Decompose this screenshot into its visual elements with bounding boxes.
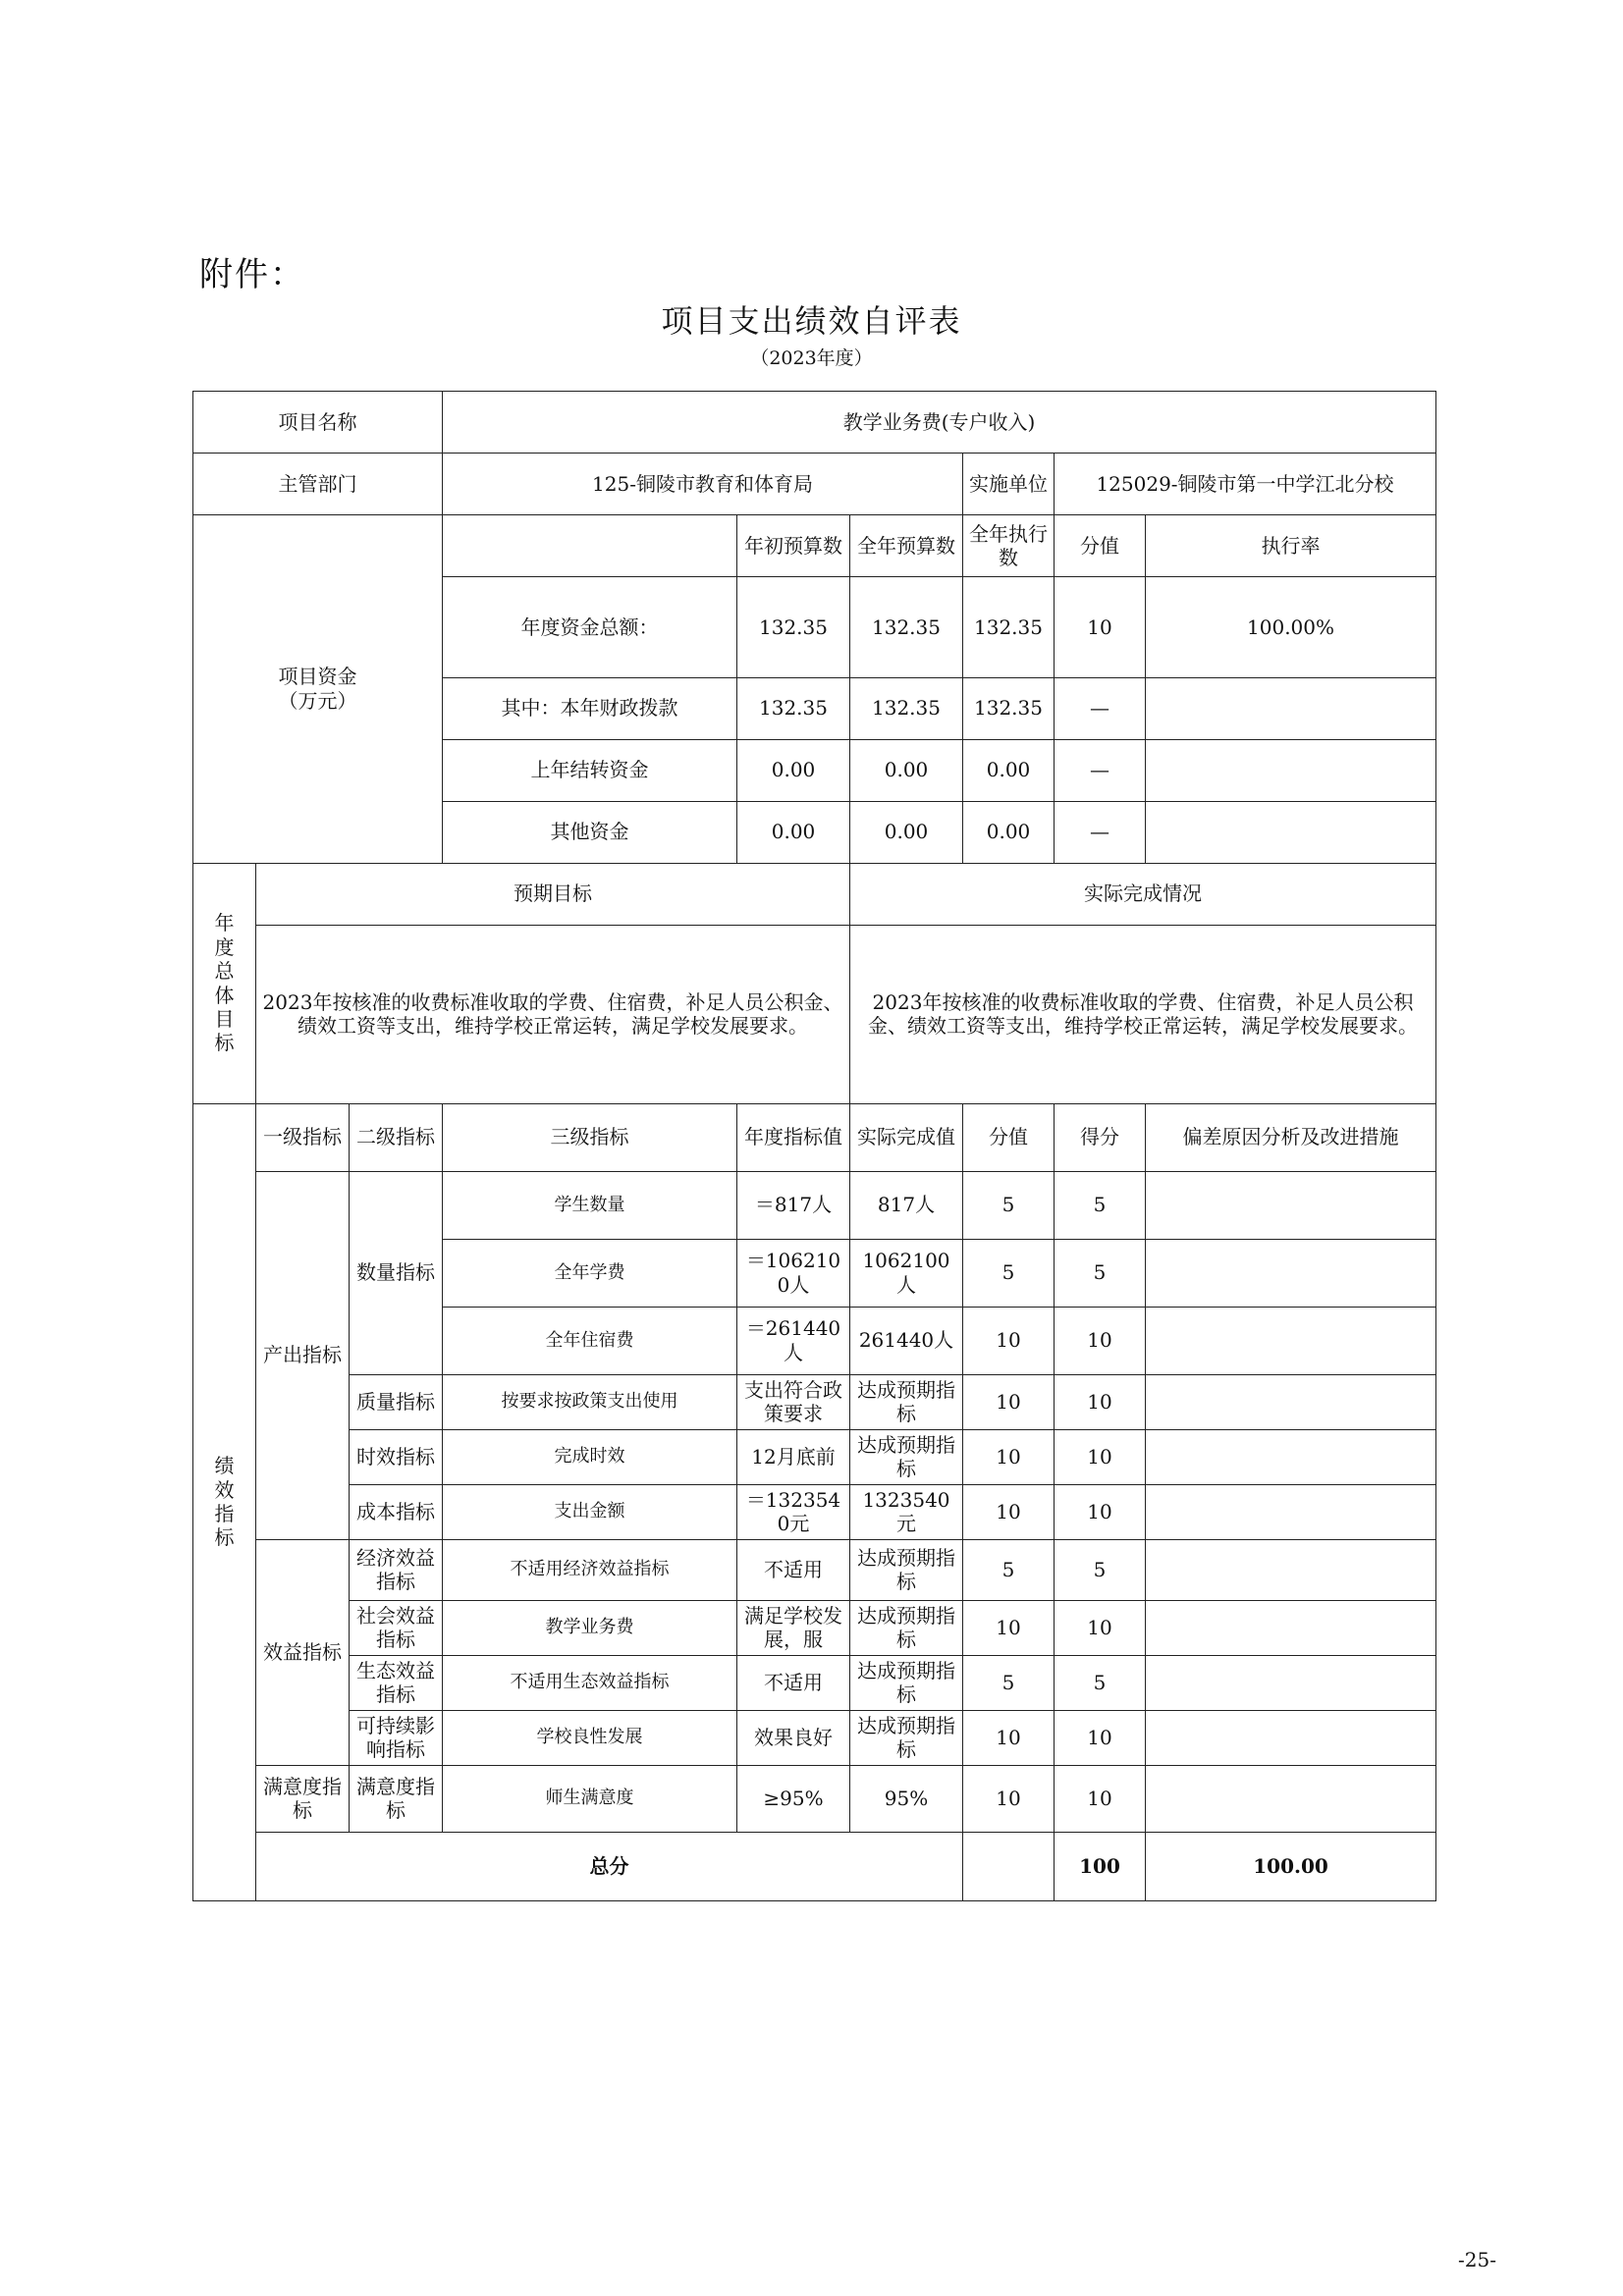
- indicator-target: 不适用: [737, 1655, 850, 1710]
- indicator-score: 5: [963, 1239, 1055, 1307]
- indicator-actual: 达成预期指标: [850, 1655, 963, 1710]
- level2-social: 社会效益指标: [350, 1600, 443, 1655]
- funds-row-v3: 0.00: [963, 739, 1055, 801]
- indicator-note: [1146, 1539, 1436, 1600]
- dept-value: 125-铜陵市教育和体育局: [443, 454, 963, 515]
- level2-timeliness: 时效指标: [350, 1429, 443, 1484]
- indicator-got: 5: [1055, 1239, 1146, 1307]
- indicator-actual: 261440人: [850, 1307, 963, 1374]
- indicator-note: [1146, 1374, 1436, 1429]
- indicator-score: 5: [963, 1539, 1055, 1600]
- indicator-got: 10: [1055, 1374, 1146, 1429]
- indicator-target: ＝1323540元: [737, 1484, 850, 1539]
- funds-row-v3: 132.35: [963, 677, 1055, 739]
- indicator-got: 10: [1055, 1710, 1146, 1765]
- indicator-note: [1146, 1239, 1436, 1307]
- indicator-note: [1146, 1484, 1436, 1539]
- ind-header-got: 得分: [1055, 1103, 1146, 1171]
- indicator-name: 全年学费: [443, 1239, 737, 1307]
- indicator-target: ≥95%: [737, 1765, 850, 1832]
- project-name-label: 项目名称: [193, 392, 443, 454]
- indicator-note: [1146, 1600, 1436, 1655]
- ind-header-level2: 二级指标: [350, 1103, 443, 1171]
- indicator-actual: 达成预期指标: [850, 1429, 963, 1484]
- level2-economic: 经济效益指标: [350, 1539, 443, 1600]
- level2-sustainable: 可持续影响指标: [350, 1710, 443, 1765]
- indicator-name: 师生满意度: [443, 1765, 737, 1832]
- indicator-note: [1146, 1655, 1436, 1710]
- indicator-target: ＝1062100人: [737, 1239, 850, 1307]
- total-label: 总分: [256, 1832, 963, 1900]
- goals-label: 年 度 总 体 目 标: [193, 863, 256, 1103]
- funds-header-executed: 全年执行数: [963, 515, 1055, 577]
- funds-row-v1: 132.35: [737, 577, 850, 678]
- funds-row-v3: 0.00: [963, 801, 1055, 863]
- indicator-score: 10: [963, 1600, 1055, 1655]
- funds-row-rate: [1146, 739, 1436, 801]
- indicator-note: [1146, 1710, 1436, 1765]
- indicator-name: 不适用经济效益指标: [443, 1539, 737, 1600]
- ind-header-score: 分值: [963, 1103, 1055, 1171]
- dept-label: 主管部门: [193, 454, 443, 515]
- expected-goal-header: 预期目标: [256, 863, 850, 925]
- indicator-actual: 达成预期指标: [850, 1374, 963, 1429]
- form-title: 项目支出绩效自评表: [661, 302, 962, 340]
- funds-row-label: 其中：本年财政拨款: [443, 677, 737, 739]
- indicator-score: 10: [963, 1484, 1055, 1539]
- performance-table: [192, 391, 1436, 1901]
- funds-row-v1: 132.35: [737, 677, 850, 739]
- indicator-name: 不适用生态效益指标: [443, 1655, 737, 1710]
- indicator-actual: 达成预期指标: [850, 1600, 963, 1655]
- indicator-note: [1146, 1171, 1436, 1239]
- unit-label: 实施单位: [963, 454, 1055, 515]
- funds-row-label: 其他资金: [443, 801, 737, 863]
- level1-benefit: 效益指标: [256, 1539, 350, 1765]
- funds-row-v2: 132.35: [850, 577, 963, 678]
- ind-header-level3: 三级指标: [443, 1103, 737, 1171]
- indicator-target: 支出符合政策要求: [737, 1374, 850, 1429]
- ind-header-note: 偏差原因分析及改进措施: [1146, 1103, 1436, 1171]
- expected-goal-text: 2023年按核准的收费标准收取的学费、住宿费，补足人员公积金、绩效工资等支出，维持学校正常运转，满足学校发展要求。: [256, 925, 850, 1103]
- indicator-name: 学生数量: [443, 1171, 737, 1239]
- indicator-name: 支出金额: [443, 1484, 737, 1539]
- indicator-got: 5: [1055, 1171, 1146, 1239]
- funds-row-score: 10: [1055, 577, 1146, 678]
- indicator-target: ＝817人: [737, 1171, 850, 1239]
- level2-quality: 质量指标: [350, 1374, 443, 1429]
- ind-header-target: 年度指标值: [737, 1103, 850, 1171]
- unit-value: 125029-铜陵市第一中学江北分校: [1055, 454, 1436, 515]
- indicator-got: 10: [1055, 1307, 1146, 1374]
- actual-goal-header: 实际完成情况: [850, 863, 1436, 925]
- form-subtitle: （2023年度）: [750, 347, 873, 369]
- total-score: 100: [1055, 1832, 1146, 1900]
- funds-row-score: —: [1055, 739, 1146, 801]
- indicator-note: [1146, 1765, 1436, 1832]
- indicator-actual: 817人: [850, 1171, 963, 1239]
- attachment-label: 附件：: [199, 255, 305, 294]
- actual-goal-text: 2023年按核准的收费标准收取的学费、住宿费，补足人员公积金、绩效工资等支出，维持学校正常运转，满足学校发展要求。: [850, 925, 1436, 1103]
- level1-output: 产出指标: [256, 1171, 350, 1539]
- indicator-target: 不适用: [737, 1539, 850, 1600]
- indicator-actual: 95%: [850, 1765, 963, 1832]
- indicator-name: 按要求按政策支出使用: [443, 1374, 737, 1429]
- funds-row-v2: 0.00: [850, 739, 963, 801]
- indicator-got: 10: [1055, 1484, 1146, 1539]
- funds-row-v3: 132.35: [963, 577, 1055, 678]
- level1-satisfaction: 满意度指标: [256, 1765, 350, 1832]
- indicator-note: [1146, 1307, 1436, 1374]
- page-number: -25-: [1458, 2248, 1496, 2271]
- indicator-name: 完成时效: [443, 1429, 737, 1484]
- funds-header-score: 分值: [1055, 515, 1146, 577]
- funds-row-v2: 132.35: [850, 677, 963, 739]
- indicator-name: 教学业务费: [443, 1600, 737, 1655]
- funds-row-label: 上年结转资金: [443, 739, 737, 801]
- funds-row-rate: [1146, 801, 1436, 863]
- indicator-actual: 1062100人: [850, 1239, 963, 1307]
- funds-header-rate: 执行率: [1146, 515, 1436, 577]
- funds-label: 项目资金 （万元）: [193, 515, 443, 864]
- level2-cost: 成本指标: [350, 1484, 443, 1539]
- indicator-got: 5: [1055, 1655, 1146, 1710]
- indicator-target: 满足学校发展，服: [737, 1600, 850, 1655]
- funds-header-annual: 全年预算数: [850, 515, 963, 577]
- funds-header-initial: 年初预算数: [737, 515, 850, 577]
- level2-ecological: 生态效益指标: [350, 1655, 443, 1710]
- funds-row-rate: 100.00%: [1146, 577, 1436, 678]
- ind-header-level1: 一级指标: [256, 1103, 350, 1171]
- indicator-actual: 1323540元: [850, 1484, 963, 1539]
- indicator-target: ＝261440人: [737, 1307, 850, 1374]
- indicator-name: 学校良性发展: [443, 1710, 737, 1765]
- indicator-actual: 达成预期指标: [850, 1710, 963, 1765]
- total-got: 100.00: [1146, 1832, 1436, 1900]
- indicators-label: 绩 效 指 标: [193, 1103, 256, 1900]
- indicator-actual: 达成预期指标: [850, 1539, 963, 1600]
- level2-quantity: 数量指标: [350, 1171, 443, 1374]
- project-name-value: 教学业务费(专户收入): [443, 392, 1436, 454]
- funds-row-score: —: [1055, 677, 1146, 739]
- ind-header-actual: 实际完成值: [850, 1103, 963, 1171]
- indicator-score: 10: [963, 1307, 1055, 1374]
- total-actual: [963, 1832, 1055, 1900]
- funds-row-v1: 0.00: [737, 739, 850, 801]
- indicator-got: 5: [1055, 1539, 1146, 1600]
- indicator-score: 10: [963, 1374, 1055, 1429]
- indicator-score: 10: [963, 1765, 1055, 1832]
- indicator-note: [1146, 1429, 1436, 1484]
- level2-satisfaction: 满意度指标: [350, 1765, 443, 1832]
- indicator-score: 5: [963, 1171, 1055, 1239]
- indicator-score: 5: [963, 1655, 1055, 1710]
- indicator-name: 全年住宿费: [443, 1307, 737, 1374]
- indicator-got: 10: [1055, 1600, 1146, 1655]
- funds-row-rate: [1146, 677, 1436, 739]
- indicator-score: 10: [963, 1429, 1055, 1484]
- indicator-score: 10: [963, 1710, 1055, 1765]
- indicator-target: 12月底前: [737, 1429, 850, 1484]
- indicator-got: 10: [1055, 1765, 1146, 1832]
- indicator-target: 效果良好: [737, 1710, 850, 1765]
- funds-row-v2: 0.00: [850, 801, 963, 863]
- funds-row-v1: 0.00: [737, 801, 850, 863]
- funds-row-label: 年度资金总额：: [443, 577, 737, 678]
- funds-row-score: —: [1055, 801, 1146, 863]
- funds-header-blank: [443, 515, 737, 577]
- indicator-got: 10: [1055, 1429, 1146, 1484]
